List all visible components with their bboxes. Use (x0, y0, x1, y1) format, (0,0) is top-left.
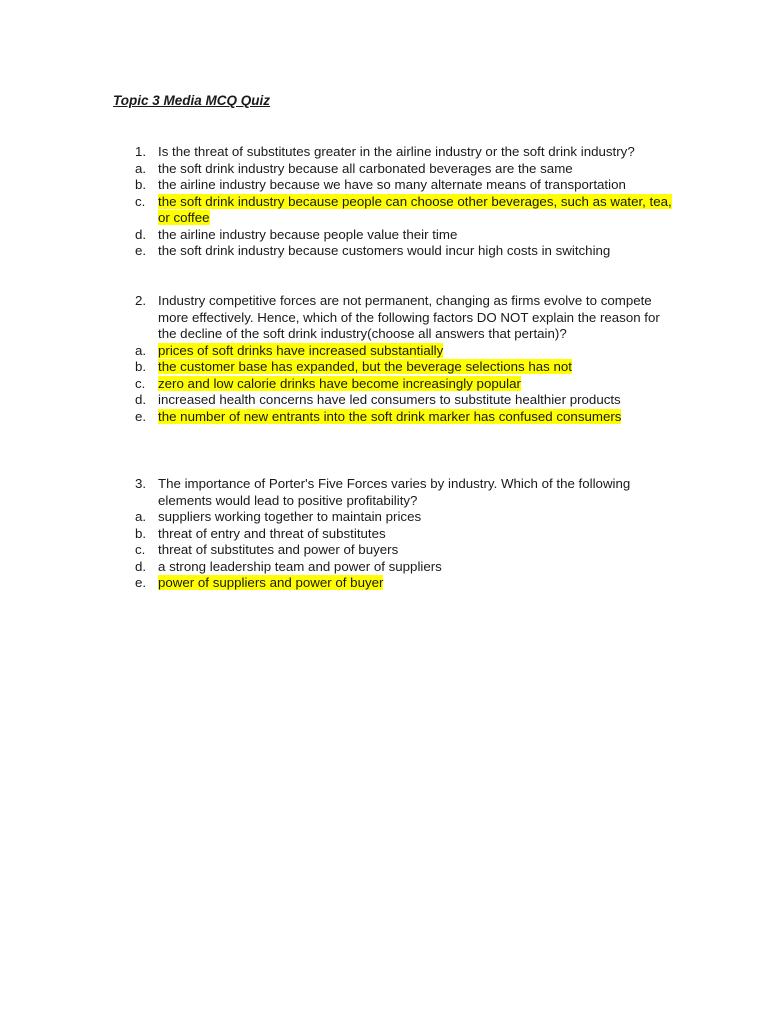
option-a (135, 161, 675, 178)
question-stem (135, 293, 675, 343)
option-letter: d. (135, 558, 147, 574)
option-text-highlighted: the number of new entrants into the soft drink marker has confused consumers (158, 408, 622, 424)
option-letter: c. (135, 542, 146, 557)
option-d (135, 392, 675, 409)
option-letter: e. (135, 243, 147, 258)
option-text-highlighted: power of suppliers and power of buyer (158, 575, 384, 590)
option-letter: a. (135, 509, 147, 524)
option-letter: b. (135, 359, 147, 374)
question-text: The importance of Porter's Five Forces varies by industry. Which of the following elements would lead to positive profitability? (158, 476, 631, 508)
option-a (135, 343, 675, 360)
option-a (135, 509, 675, 526)
option-text: the soft drink industry because all carbonated beverages are the same (158, 160, 573, 176)
option-b (135, 526, 675, 543)
option-text-highlighted: the customer base has expanded, but the beverage selections has not (158, 359, 572, 374)
option-text: the airline industry because people value their time (158, 226, 458, 242)
question-text: Industry competitive forces are not permanent, changing as firms evolve to compete more effectively. Hence, which of the following factors DO NOT explain the reason for the decline of the soft drink industry(choose all answers that pertain)? (158, 293, 660, 341)
option-b (135, 177, 675, 194)
option-text: the airline industry because we have so many alternate means of transportation (158, 177, 626, 192)
question-number: 3. (135, 476, 147, 491)
option-text: threat of substitutes and power of buyers (158, 542, 399, 557)
page-title: Topic 3 Media MCQ Quiz (113, 93, 271, 108)
option-e (135, 409, 675, 426)
option-text: threat of entry and threat of substitutes (158, 525, 386, 541)
option-text: suppliers working together to maintain prices (158, 509, 422, 524)
option-text-highlighted: zero and low calorie drinks have become increasingly popular (158, 375, 521, 391)
option-letter: a. (135, 160, 147, 176)
option-d (135, 227, 675, 244)
option-c (135, 194, 675, 227)
option-letter: c. (135, 375, 146, 391)
option-text: increased health concerns have led consumers to substitute healthier products (158, 392, 621, 407)
option-text-highlighted: prices of soft drinks have increased substantially (158, 342, 444, 358)
option-c (135, 376, 675, 393)
question-1 (135, 144, 675, 260)
option-letter: e. (135, 408, 147, 424)
option-text: the soft drink industry because customers would incur high costs in switching (158, 243, 611, 258)
option-letter: a. (135, 342, 147, 358)
option-text-highlighted: the soft drink industry because people can choose other beverages, such as water, tea, or coffee (158, 193, 672, 225)
option-e (135, 575, 675, 592)
question-stem (135, 144, 675, 161)
option-d (135, 559, 675, 576)
option-letter: d. (135, 226, 147, 242)
option-c (135, 542, 675, 559)
question-text: Is the threat of substitutes greater in the airline industry or the soft drink industry? (158, 144, 635, 159)
option-letter: b. (135, 177, 147, 192)
question-number: 2. (135, 293, 147, 308)
option-letter: c. (135, 193, 146, 209)
option-e (135, 243, 675, 260)
option-text: a strong leadership team and power of suppliers (158, 558, 442, 574)
option-letter: d. (135, 392, 147, 407)
option-letter: b. (135, 525, 147, 541)
option-letter: e. (135, 575, 147, 590)
option-b (135, 359, 675, 376)
question-number: 1. (135, 144, 147, 159)
question-2 (135, 293, 675, 425)
question-3 (135, 476, 675, 592)
question-stem (135, 476, 675, 509)
